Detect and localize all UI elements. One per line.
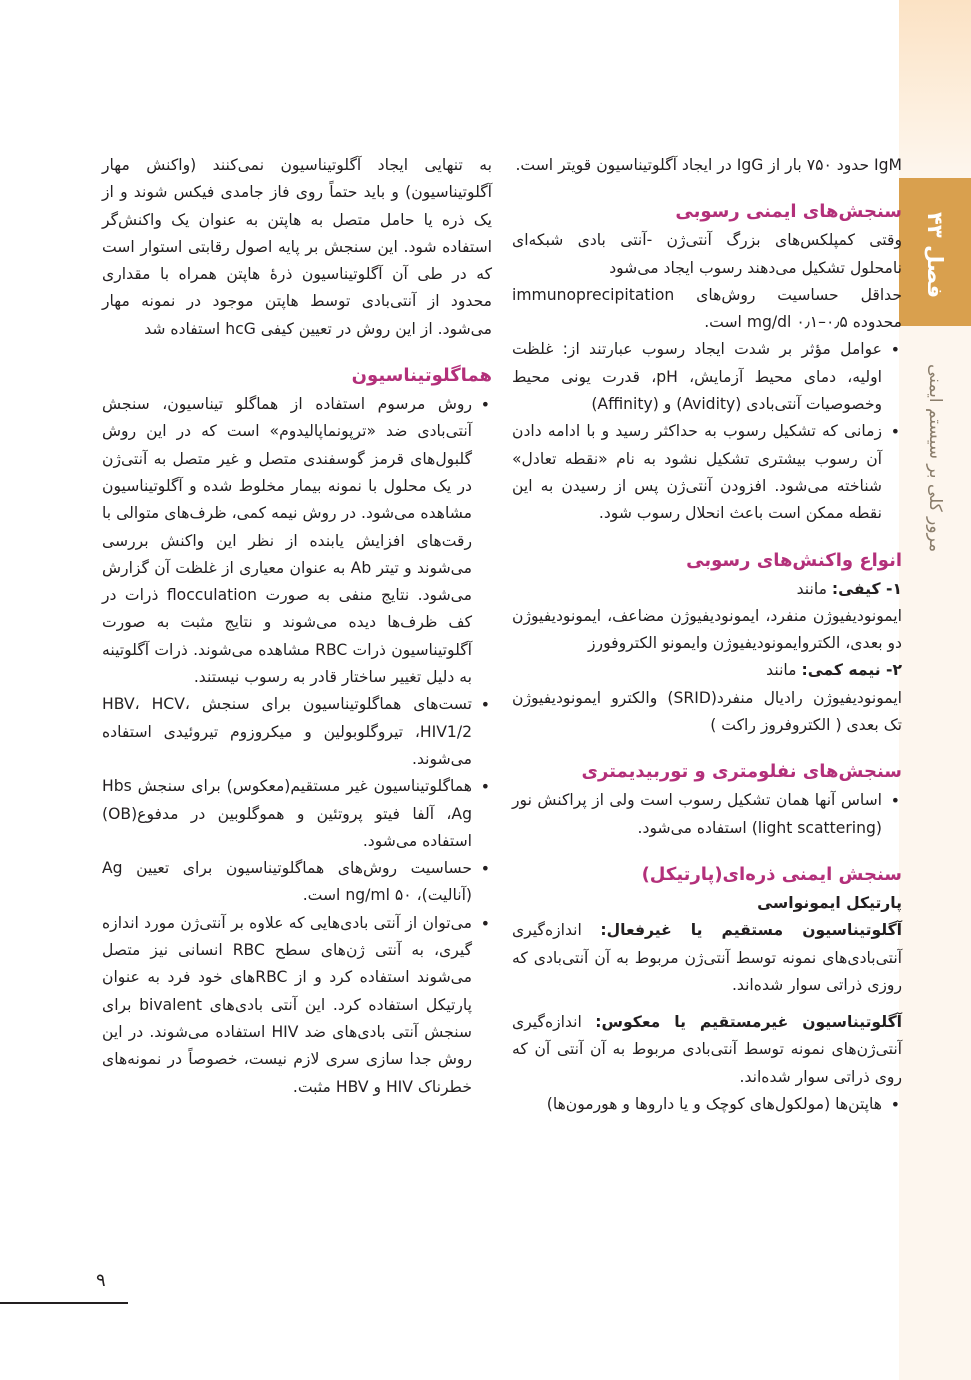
types-1-label: ۱- کیفی: xyxy=(831,579,902,598)
list-item: • روش مرسوم استفاده از هماگلو تیناسیون، سنجش آنتی‌بادی ضد «ترپونماپالیدوم» است که در این روش گلبول‌های قرمز گوسفندی متصل و غیر متصل به آنتی‌ژن در یک محلول با نمونه بیمار مخلوط شده و آگلوتیناسیون مشاهده می‌شود. در روش نیمه کمی، ظرف‌های متوالی با رقت‌های افزایش یابنده از نظر این واکنش بررسی می‌شوند و تیتر Ab به عنوان معیاری از غلظت آن گزارش می‌شود. نتایج منفی به صورت flocculation ذرات در کف ظرف‌ها دیده می‌شوند و نتایج مثبت به صورت آگلوتیناسیون ذرات RBC مشاهده می‌شوند. ذرات آگلوتینه به دلیل تغییر ساختار قادر به رسوب نیستند. xyxy=(102,391,472,691)
types-2-label: ۲- نیمه کمی: xyxy=(801,661,902,680)
heading-particle: سنجش ایمنی ذره‌ای(پارتیکل) xyxy=(641,863,902,885)
sidebar-header-gradient xyxy=(899,0,971,178)
chapter-label: فصل ۴۳ xyxy=(923,211,947,299)
list-item: • تست‌های هماگلوتیناسیون برای سنجش HBV، HCV، HIV1/2، تیروگلوبولین و میکروزوم تیروئیدی استفاده می‌شوند. xyxy=(102,691,472,773)
page-number: ۹ xyxy=(96,1270,106,1291)
indirect-text: اندازه‌گیری آنتی‌ژن‌های نمونه توسط آنتی‌بادی مربوط به آن آنتی آن که روی ذراتی سوار شده‌اند. xyxy=(512,1013,902,1086)
list-item: • هماگلوتیناسیون غیر مستقیم(معکوس) برای سنجش Hbs Ag، آلفا فیتو پروتئین و هموگلوبین در مدفوع(OB) استفاده می‌شود. xyxy=(102,773,472,855)
hemag-list xyxy=(102,391,492,1101)
chapter-subtitle: مرور کلی بر سیستم ایمنی xyxy=(925,363,945,552)
types-item-1 xyxy=(512,576,902,603)
types-item-2 xyxy=(512,657,902,684)
nephelo-list xyxy=(512,787,902,842)
list-item: • حساسیت روش‌های هماگلوتیناسیون برای تعیین Ag (آنالیت)، ۵۰ ng/ml است. xyxy=(102,855,472,910)
list-item: • می‌توان از آنتی بادی‌هایی که علاوه بر آنتی‌ژن مورد اندازه گیری، به آنتی ژن‌های سطح RBC انسانی نیز متصل می‌شوند استفاده کرد و از RBCهای خود فرد به عنوان پارتیکل استفاده کرد. این آنتی بادی‌های bivalent برای سنجش آنتی بادی‌های ضد HIV استفاده می‌شوند. در این روش جدا سازی سری لازم نیست، خصوصاً در نمونه‌های خطرناک HIV و HBV مثبت. xyxy=(102,910,472,1101)
precip-paragraph-2: حداقل حساسیت روش‌های immunoprecipitation محدوده mg/dl ۰٫۱–۰٫۵ است. xyxy=(512,285,902,332)
list-item: • عوامل مؤثر بر شدت ایجاد رسوب عبارتند از: غلظت اولیه، دمای محیط آزمایش، pH، قدرت یونی محیط وخصوصیات آنتی‌بادی (Avidity) و (Affinity) xyxy=(512,336,882,418)
types-2-rest: مانند xyxy=(766,661,802,680)
indirect-agglutination xyxy=(512,1009,902,1091)
direct-text: اندازه‌گیری آنتی‌بادی‌های نمونه توسط آنتی‌ژن مربوط به آن آنتی‌بادی که روزی ذراتی سوار شده‌اند. xyxy=(512,921,902,994)
heading-hemagglutination: هماگلوتیناسیون xyxy=(351,365,492,387)
precip-list xyxy=(512,336,902,527)
direct-label: آگلوتیناسیون مستقیم یا غیرفعال: xyxy=(600,921,902,940)
footer-rule xyxy=(0,1302,128,1304)
types-1-text: ایمونودیفیوژن منفرد، ایمونودیفیوژن مضاعف، ایمونودیفیوژن دو بعدی، الکتروایمونودیفیوژن وایمونو الکتروفورز xyxy=(512,606,902,653)
precip-paragraph-1: وقتی کمپلکس‌های بزرگ آنتی‌ژن -آنتی بادی شبکه‌ای نامحلول تشکیل می‌دهند رسوب ایجاد می‌شود xyxy=(512,231,902,277)
list-item: • هاپتن‌ها (مولکول‌های کوچک و یا داروها و هورمون‌ها) xyxy=(512,1091,882,1118)
types-2-text: ایمونودیفیوژن رادیال منفرد(SRID) والکترو ایمونودیفیوژن تک بعدی ( الکتروفروز راکت ) xyxy=(512,688,902,735)
heading-nephelometry: سنجش‌های نفلومتری و توربیدیمتری xyxy=(581,761,902,783)
indirect-label: آگلوتیناسیون غیرمستقیم یا معکوس: xyxy=(595,1013,902,1032)
particle-subheading: پارتیکل ایمونواسی xyxy=(757,893,902,912)
continuation-paragraph: به تنهایی ایجاد آگلوتیناسیون نمی‌کنند (واکنش مهار آگلوتیناسیون) و باید حتماً روی فاز جامدی فیکس شوند و از یک ذره یا حامل متصل به هاپتن به عنوان یک واکنش‌گر استفاده شود. این سنجش بر پایه اصول رقابتی استوار است که در طی آن آگلوتیناسیون ذرهٔ هاپتن همراه با مقداری محدود از آنتی‌بادی توسط هاپتن موجود در نمونه مهار می‌شود. از این روش در تعیین کیفی hcG استفاده شد xyxy=(102,156,492,338)
list-item: • اساس آنها همان تشکیل رسوب است ولی از پراکنش نور (light scattering) استفاده می‌شود. xyxy=(512,787,882,842)
chapter-sidebar xyxy=(899,0,971,1380)
haptens-list xyxy=(512,1091,902,1118)
types-1-rest: مانند xyxy=(796,579,832,598)
heading-precip-types: انواع واکنش‌های رسوبی xyxy=(686,549,902,571)
heading-precipitation: سنجش‌های ایمنی رسوبی xyxy=(675,201,902,223)
direct-agglutination xyxy=(512,917,902,999)
right-column xyxy=(512,152,902,1118)
list-item: • زمانی که تشکیل رسوب به حداکثر رسید و با ادامه دادن آن رسوب بیشتری تشکیل نشود به نام «نقطه تعادل» شناخته می‌شود. افزودن آنتی‌ژن پس از رسیدن به این نقطه ممکن است باعث انحلال رسوب شود. xyxy=(512,418,882,527)
intro-text: IgM حدود ۷۵۰ بار از IgG در ایجاد آگلوتیناسیون قویتر است. xyxy=(515,156,902,174)
left-column xyxy=(102,152,492,1101)
